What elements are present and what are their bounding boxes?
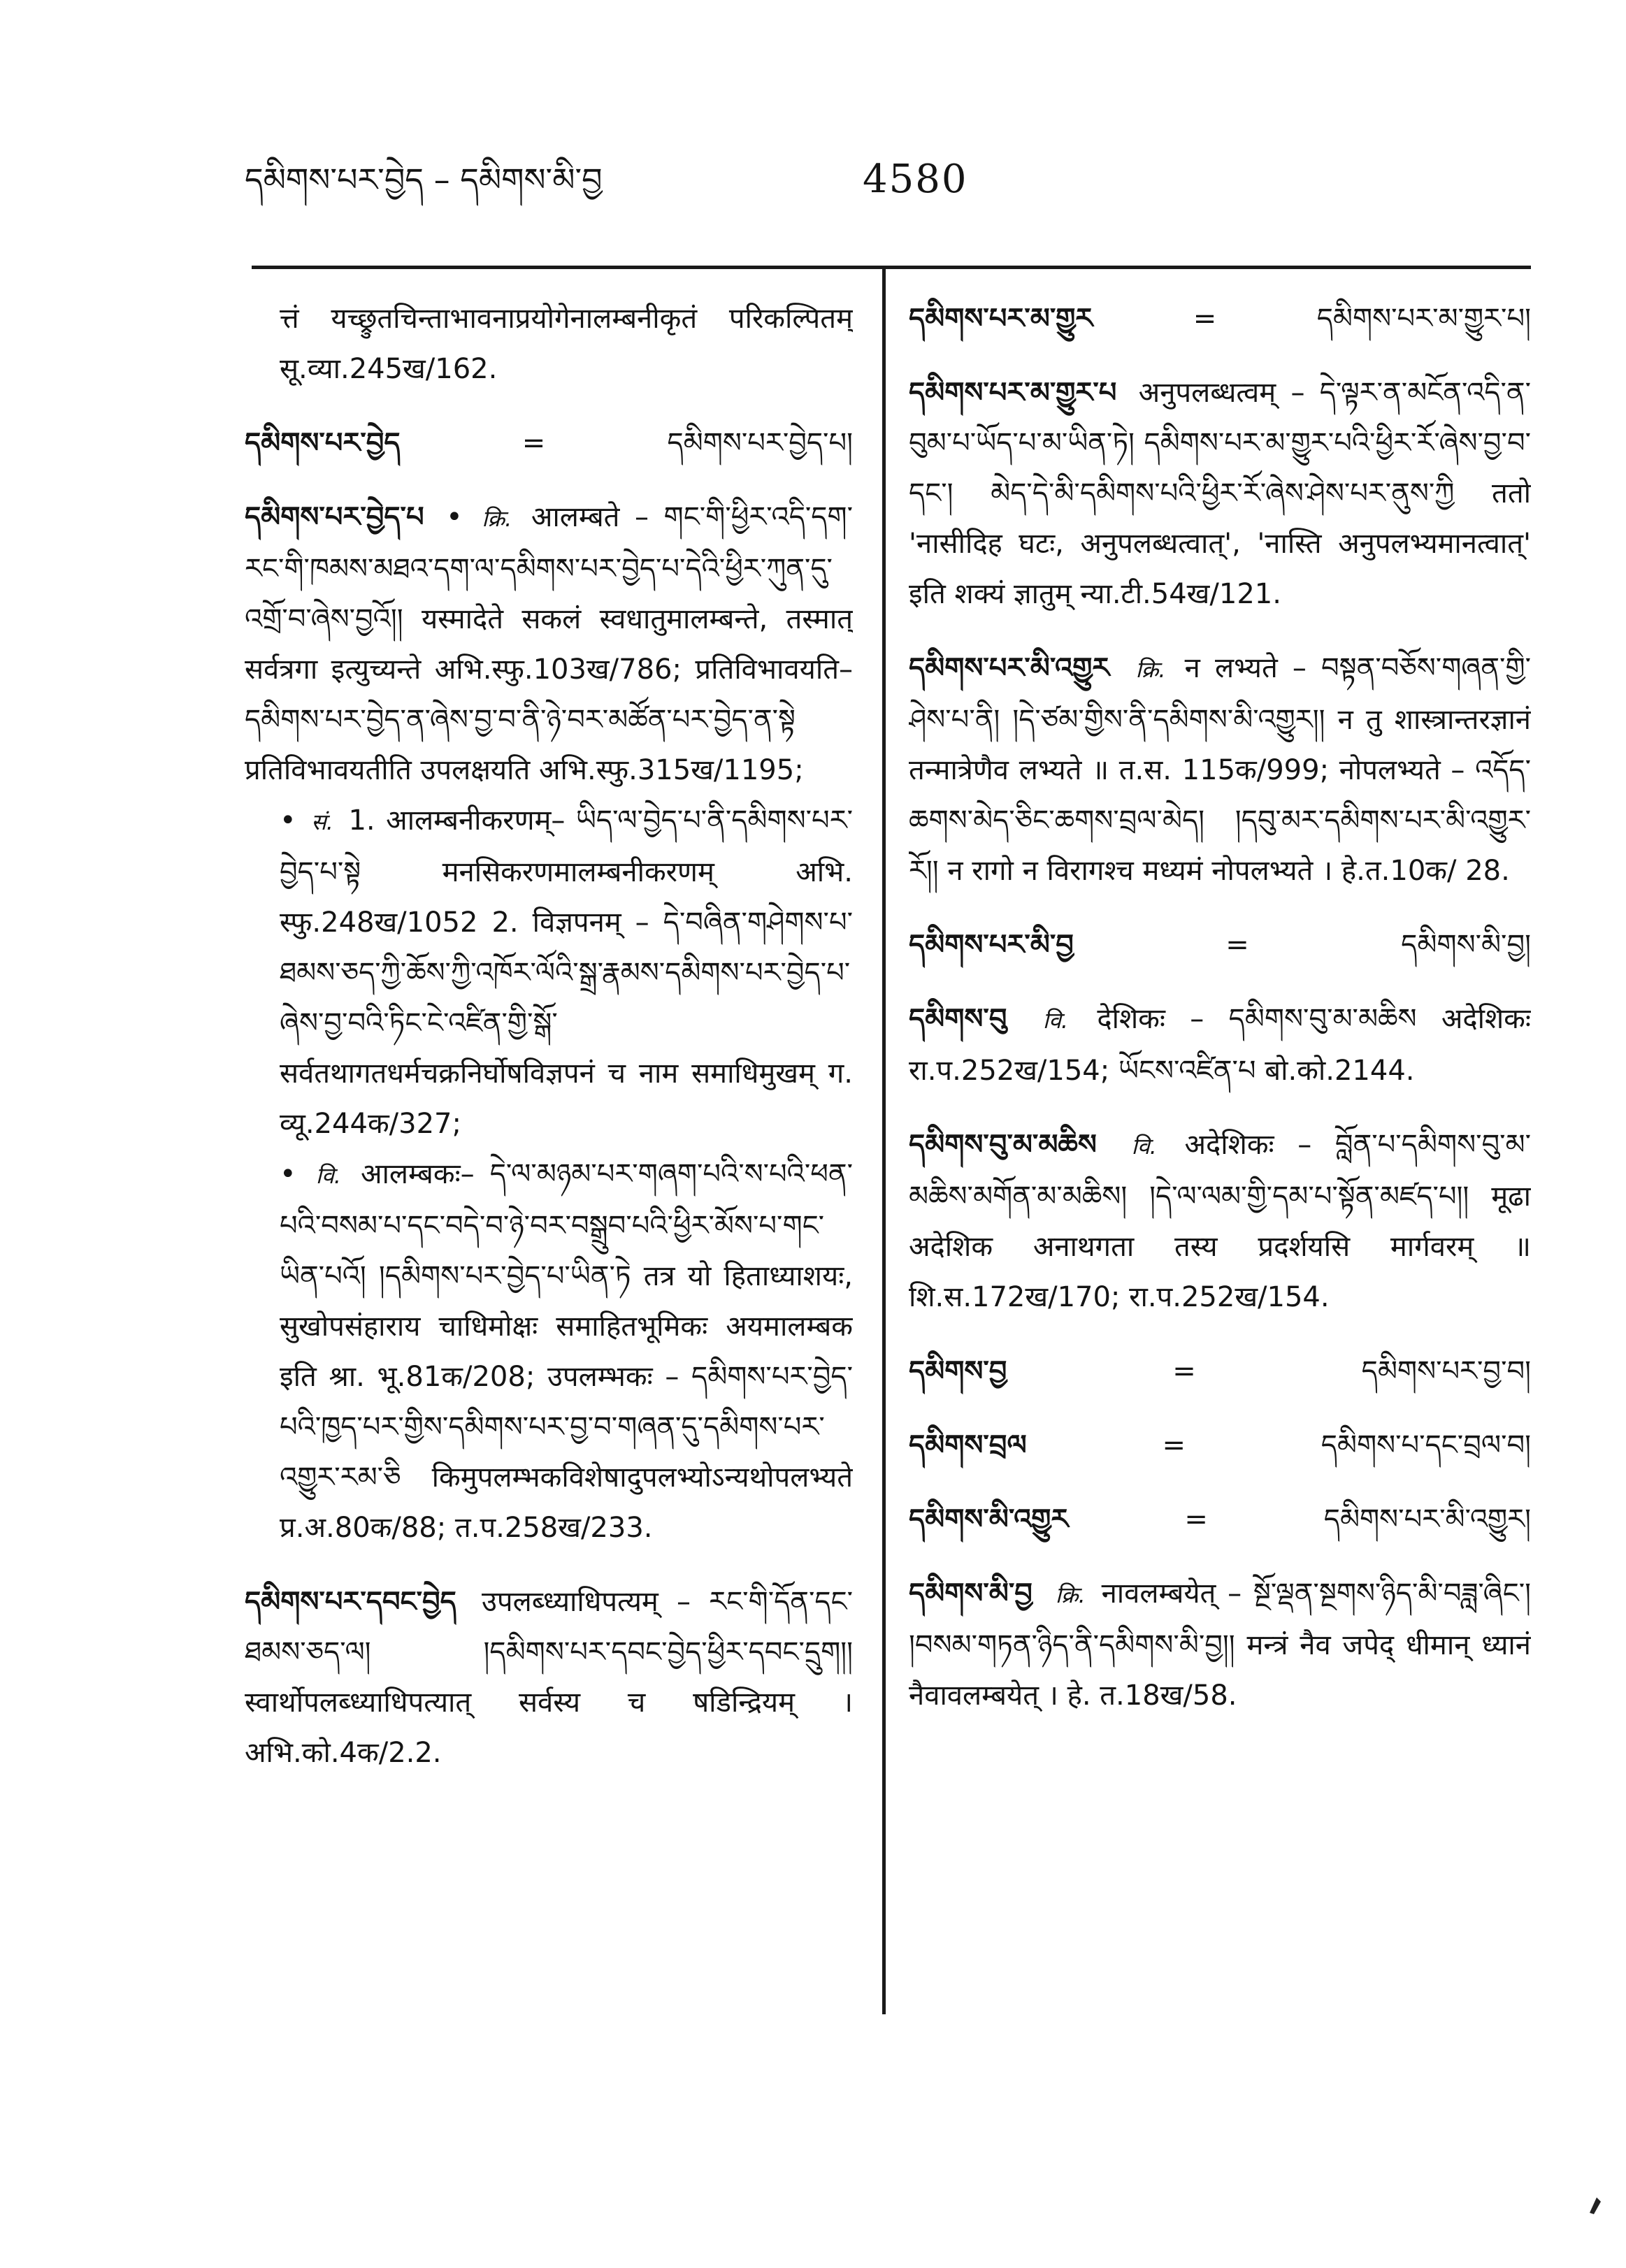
grammar-label: क्रि. <box>1055 1582 1086 1608</box>
entry-text: उपलब्ध्याधिपत्यम् – རང་གི་དོན་དང་ཐམས་ཅད་ལ། །དམིགས་པར་དབང་བྱེད་ཕྱིར་དབང་དྲུག།། स्वार्थोपलब्ध्याधिपत्यात् सर्वस्य च षडिन्द्रियम् । अभि.को.4क/2.2. <box>245 1586 853 1769</box>
entry-sense <box>245 795 853 1149</box>
bullet-mark: • <box>280 1158 296 1190</box>
right-column <box>909 294 1531 1745</box>
cross-reference-target: དམིགས་པར་མི་འགྱུར། <box>1323 1503 1531 1536</box>
cross-reference-target: དམིགས་པར་བྱེད་པ། <box>667 427 853 459</box>
cross-reference-target: དམིགས་པར་མ་གྱུར་པ། <box>1316 303 1531 335</box>
dictionary-entry <box>909 643 1531 896</box>
headword: དམིགས་པར་མི་བྱ <box>909 929 1074 961</box>
dictionary-entry <box>909 994 1531 1096</box>
headword: དམིགས་པར་དབང་བྱེད <box>245 1586 456 1618</box>
equals-sign: = <box>1172 1355 1196 1387</box>
left-column <box>245 294 853 1802</box>
cross-reference-target: དམིགས་པ་དང་བྲལ་བ། <box>1321 1429 1531 1461</box>
cross-reference-entry <box>909 294 1531 344</box>
grammar-label: सं. <box>311 809 333 835</box>
headword: དམིགས་པར་མ་གྱུར་པ <box>909 377 1117 409</box>
cross-reference-entry <box>909 920 1531 970</box>
dictionary-entry <box>245 1577 853 1778</box>
header-rule <box>252 266 1531 269</box>
cross-reference-entry <box>909 1346 1531 1396</box>
equals-sign: = <box>1162 1429 1186 1461</box>
running-head: དམིགས་པར་བྱེད – དམིགས་མི་བྱ <box>245 161 603 198</box>
entry-body <box>245 492 853 795</box>
bullet-mark: • <box>280 804 296 837</box>
grammar-label: वि. <box>1131 1133 1157 1160</box>
grammar-label: वि. <box>315 1162 341 1189</box>
grammar-label: वि. <box>1042 1007 1069 1034</box>
entry-text: त्तं यच्छ्रुतचिन्ताभावनाप्रयोगेनालम्बनीकृतं परिकल्पितम् सू.व्या.245ख/162. <box>280 303 853 385</box>
entry-text: अदेशिकः – བློན་པ་དམིགས་བུ་མ་མཆིས་མགོན་མ་མཆིས། །དེ་ལ་ལམ་གྱི་དམ་པ་སྟོན་མཛད་པ།། मूढा अदेशिक अनाथगता तस्य प्रदर्शयसि मार्गवरम् ॥ शि.स.172ख/170; रा.प.252ख/154. <box>909 1129 1531 1313</box>
entry-body <box>245 1577 853 1778</box>
entry-body <box>909 1120 1531 1322</box>
entry-text: 1. आलम्बनीकरणम्– ཡིད་ལ་བྱེད་པ་ནི་དམིགས་པར་བྱེད་པ་སྟེ मनसिकरणमालम्बनीकरणम् अभि. स्फु.248ख/1052 2. विज्ञपनम् – དེ་བཞིན་གཤེགས་པ་ཐམས་ཅད་ཀྱི་ཆོས་ཀྱི་འཁོར་ལོའི་སྒྲ་རྣམས་དམིགས་པར་བྱེད་པ་ཞེས་བྱ་བའི་ཏིང་ངེ་འཛིན་གྱི་སྒོ་ सर्वतथागतधर्मचक्रनिर्घोषविज्ञपनं च नाम समाधिमुखम् ग. व्यू.244क/327; <box>280 804 853 1140</box>
grammar-label: क्रि. <box>1135 656 1166 683</box>
entry-body <box>909 1568 1531 1721</box>
entry-text: आलम्बकः– དེ་ལ་མཉམ་པར་གཞག་པའི་ས་པའི་ཕན་པའི་བསམ་པ་དང་བདེ་བ་ཉེ་བར་བསྒྲུབ་པའི་ཕྱིར་མོས་པ་གང་ཡིན་པའོ། །དམིགས་པར་བྱེད་པ་ཡིན་ཏེ तत्र यो हिताध्याशयः, सुखोपसंहाराय चाधिमोक्षः समाहितभूमिकः अयमालम्बक इति श्रा. भू.81क/208; उपलम्भकः – དམིགས་པར་བྱེད་པའི་ཁྱད་པར་གྱིས་དམིགས་པར་བྱ་བ་གཞན་དུ་དམིགས་པར་འགྱུར་རམ་ཅི किमुपलम्भकविशेषादुपलभ्योऽन्यथोपलभ्यते प्र.अ.80क/88; त.प.258ख/233. <box>280 1158 853 1544</box>
entry-text: अनुपलब्धत्वम् – དེ་ལྟར་ན་མངོན་འདི་ན་བུམ་པ་ཡོད་པ་མ་ཡིན་ཏེ། དམིགས་པར་མ་གྱུར་པའི་ཕྱིར་རོ་ཞེས་བྱ་བ་དང་། མེད་དེ་མི་དམིགས་པའི་ཕྱིར་རོ་ཞེས་ཤེས་པར་ནུས་ཀྱི ततो 'नासीदिह घटः, अनुपलब्धत्वात्', 'नास्ति अनुपलभ्यमानत्वात्' इति शक्यं ज्ञातुम् न्या.टी.54ख/121. <box>909 377 1531 610</box>
entry-body <box>909 994 1531 1096</box>
entry-body <box>909 643 1531 896</box>
headword: དམིགས་པར་མི་འགྱུར <box>909 652 1110 684</box>
column-divider <box>882 267 886 2014</box>
dictionary-entry <box>909 368 1531 619</box>
dictionary-entry <box>245 492 853 1553</box>
headword: དམིགས་མི་འགྱུར <box>909 1503 1069 1536</box>
headword: དམིགས་བུ <box>909 1003 1007 1035</box>
headword: དམིགས་པར་མ་གྱུར <box>909 303 1093 335</box>
dictionary-entry <box>909 1120 1531 1322</box>
dictionary-entry <box>909 1568 1531 1721</box>
cross-reference-entry <box>245 418 853 468</box>
page-header <box>245 155 1531 218</box>
headword: དམིགས་བྲལ <box>909 1429 1027 1461</box>
page-number: 4580 <box>863 157 968 202</box>
entry-text: देशिकः – དམིགས་བུ་མ་མཆིས अदेशिकः रा.प.252ख/154; ཡོངས་འཛིན་པ बो.को.2144. <box>909 1003 1531 1087</box>
equals-sign: = <box>1193 303 1217 335</box>
equals-sign: = <box>1184 1503 1208 1536</box>
bullet-mark: • <box>446 501 463 533</box>
scan-speck-mark <box>1587 2195 1604 2216</box>
headword: དམིགས་བུ་མ་མཆིས <box>909 1129 1097 1161</box>
equals-sign: = <box>521 427 546 459</box>
equals-sign: = <box>1225 929 1249 961</box>
cross-reference-target: དམིགས་མི་བྱ། <box>1401 929 1531 961</box>
headword: དམིགས་པར་བྱེད་པ <box>245 501 424 533</box>
grammar-label: क्रि. <box>482 505 512 532</box>
entry-text: नावलम्बयेत् – སྔོ་ལྡན་སྔགས་ཉིད་མི་བཟླ་ཞིང་། །བསམ་གཏན་ཉིད་ནི་དམིགས་མི་བྱ།། मन्त्रं नैव जपेद् धीमान् ध्यानं नैवावलम्बयेत् । हे. त.18ख/58. <box>909 1577 1531 1712</box>
cross-reference-target: དམིགས་པར་བྱ་བ། <box>1361 1355 1531 1387</box>
headword: དམིགས་བྱ <box>909 1355 1007 1387</box>
cross-reference-entry <box>909 1420 1531 1471</box>
headword: དམིགས་མི་བྱ <box>909 1577 1033 1610</box>
cross-reference-entry <box>909 1494 1531 1545</box>
entry-text: आलम्बते – གང་གི་ཕྱིར་འདི་དག་རང་གི་ཁམས་མཐའ་དག་ལ་དམིགས་པར་བྱེད་པ་དེའི་ཕྱིར་ཀུན་དུ་འགྲོ་བ་ཞེས་བྱའོ།། यस्मादेते सकलं स्वधातुमालम्बन्ते, तस्मात् सर्वत्रगा इत्युच्यन्ते अभि.स्फु.103ख/786; प्रतिविभावयति–དམིགས་པར་བྱེད་ན་ཞེས་བྱ་བ་ནི་ཉེ་བར་མཚོན་པར་བྱེད་ན་སྟེ प्रतिविभावयतीति उपलक्षयति अभि.स्फु.315ख/1195; <box>245 501 853 786</box>
headword: དམིགས་པར་བྱེད <box>245 427 401 459</box>
entry-body <box>909 368 1531 619</box>
entry-text: न लभ्यते – བསྟན་བཅོས་གཞན་གྱི་ཤེས་པ་ནི། །དེ་ཙམ་གྱིས་ནི་དམིགས་མི་འགྱུར།། न तु शास्त्रान्तरज्ञानं तन्मात्रेणैव लभ्यते ॥ त.स. 115क/999; नोपलभ्यते – འདོད་ཆགས་མེད་ཅིང་ཆགས་བྲལ་མེད། །དབུ་མར་དམིགས་པར་མི་འགྱུར་རོ།། न रागो न विरागश्च मध्यमं नोपलभ्यते । हे.त.10क/ 28. <box>909 652 1531 887</box>
entry-sense <box>245 1149 853 1553</box>
entry-continuation <box>245 294 853 394</box>
